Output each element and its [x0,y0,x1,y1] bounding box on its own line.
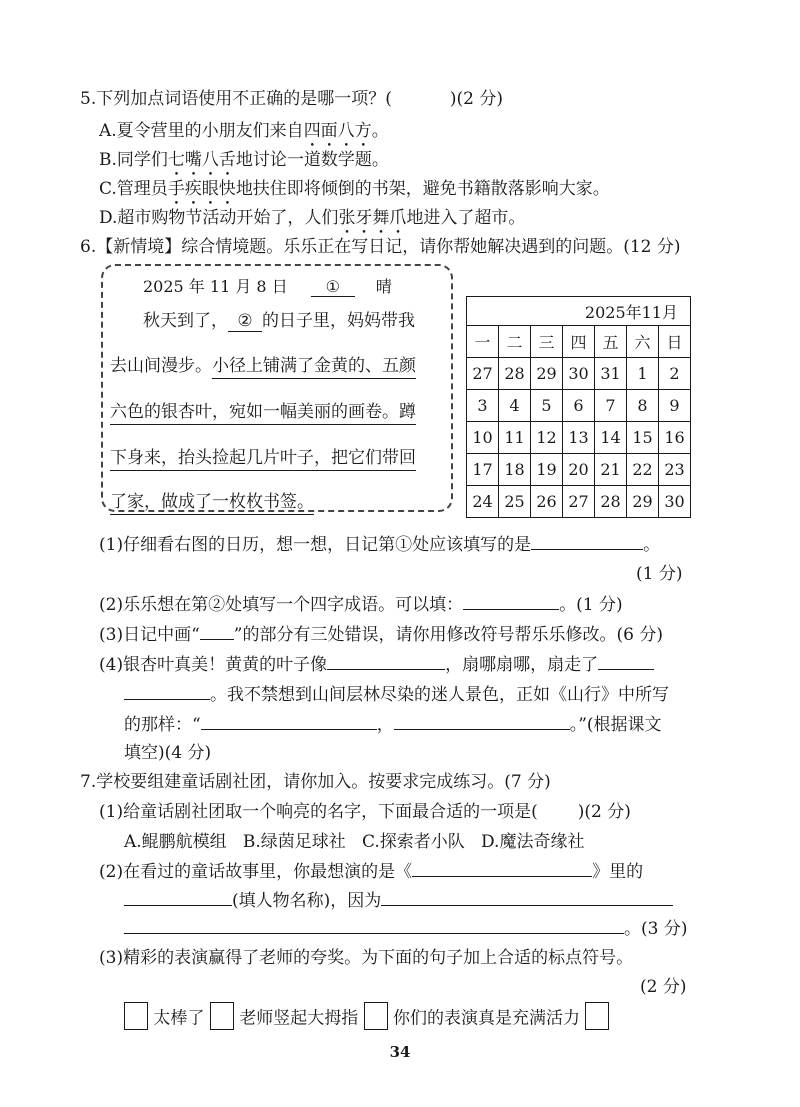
answer-blank[interactable] [463,593,559,610]
diary-box [101,264,453,512]
calendar-week: 24 25 26 27 28 29 30 [467,486,691,518]
punctuation-box[interactable] [210,1002,234,1030]
diary-line-3: 六色的银杏叶，宛如一幅美丽的画卷。蹲 [110,397,416,422]
q7-sub2-line2: (填人物名称)，因为 [124,886,673,911]
q7-sub1-options: A.鲲鹏航模组 B.绿茵足球社 C.探索者小队 D.魔法奇缘社 [124,832,585,852]
q6-sub1: (1)仔细看右图的日历，想一想，日记第①处应该填写的是 。 [99,535,661,555]
q6-sub4-line2: 。我不禁想到山间层林尽染的迷人景色，正如《山行》中所写 [124,680,669,705]
punctuation-box[interactable] [124,1002,148,1030]
answer-blank[interactable] [412,860,592,877]
q7-sub2-line3: 。(3 分) [124,914,687,939]
q5-option-c: C.管理员手疾眼快地扶住即将倾倒的书架，避免书籍散落影响大家。 [99,179,610,199]
q7-stem: 7.学校要组建童话剧社团，请你加入。按要求完成练习。(7 分) [80,772,551,792]
q6-stem: 6.【新情境】综合情境题。乐乐正在写日记，请你帮她解决遇到的问题。(12 分) [80,237,681,257]
q7-sub2-line1: (2)在看过的童话故事里，你最想演的是《 》里的 [99,862,644,882]
diary-blank-2: ② [228,311,262,332]
q6-sub3: (3)日记中画“ ”的部分有三处错误，请你用修改符号帮乐乐修改。(6 分) [99,625,663,645]
diary-blank-1: ① [311,277,355,297]
calendar-week: 10 11 12 13 14 15 16 [467,422,691,454]
q7-sub3-score: (2 分) [640,977,687,997]
calendar-title: 2025年11月 [467,297,691,326]
answer-blank[interactable] [124,889,232,906]
answer-blank[interactable] [327,653,445,670]
answer-blank[interactable] [394,713,570,730]
diary-line-4: 下身来，抬头捡起几片叶子，把它们带回 [110,443,416,468]
q6-sub4-line4: 填空)(4 分) [124,743,212,763]
calendar-week: 27 28 29 30 31 1 2 [467,358,691,390]
answer-blank[interactable] [201,713,377,730]
punctuation-box[interactable] [585,1002,609,1030]
q7-sub3: (3)精彩的表演赢得了老师的夸奖。为下面的句子加上合适的标点符号。 [99,948,634,968]
answer-blank[interactable] [381,889,673,906]
q6-sub4-line1: (4)银杏叶真美！黄黄的叶子像 ，扇哪扇哪，扇走了 [99,650,654,675]
calendar-week: 17 18 19 20 21 22 23 [467,454,691,486]
calendar-week: 3 4 5 6 7 8 9 [467,390,691,422]
q7-sub1: (1)给童话剧社团取一个响亮的名字，下面最合适的一项是( )(2 分) [99,802,631,822]
answer-blank[interactable] [124,917,624,934]
q5-option-b: B.同学们七嘴八舌地讨论一道数学题。 [99,150,389,170]
q6-sub2: (2)乐乐想在第②处填写一个四字成语。可以填： 。(1 分) [99,595,623,615]
calendar [466,296,691,518]
answer-blank[interactable] [598,653,654,670]
punctuation-box[interactable] [364,1002,388,1030]
diary-line-2: 去山间漫步。小径上铺满了金黄的、五颜 [110,351,416,376]
q6-sub1-score: (1 分) [636,564,683,584]
diary-line-5: 了家，做成了一枚枚书签。 [110,487,314,512]
q5-stem: 5.下列加点词语使用不正确的是哪一项？( )(2 分) [80,89,503,109]
q5-option-d: D.超市购物节活动开始了，人们张牙舞爪地进入了超市。 [99,208,526,228]
diary-line-1: 秋天到了， ② 的日子里，妈妈带我 [143,311,415,331]
diary-date-line: 2025 年 11 月 8 日 ① 晴 [143,277,392,296]
q5-option-a: A.夏令营里的小朋友们来自四面八方。 [99,121,389,141]
punctuation-sentence: 太棒了 老师竖起大拇指 你们的表演真是充满活力 [124,1002,609,1030]
answer-blank[interactable] [531,533,643,550]
calendar-weekdays: 一 二 三 四 五 六 日 [467,326,691,358]
answer-blank[interactable] [124,683,210,700]
page-number: 34 [389,1043,411,1061]
q6-sub4-line3: 的那样：“ ， 。”(根据课文 [124,715,662,735]
